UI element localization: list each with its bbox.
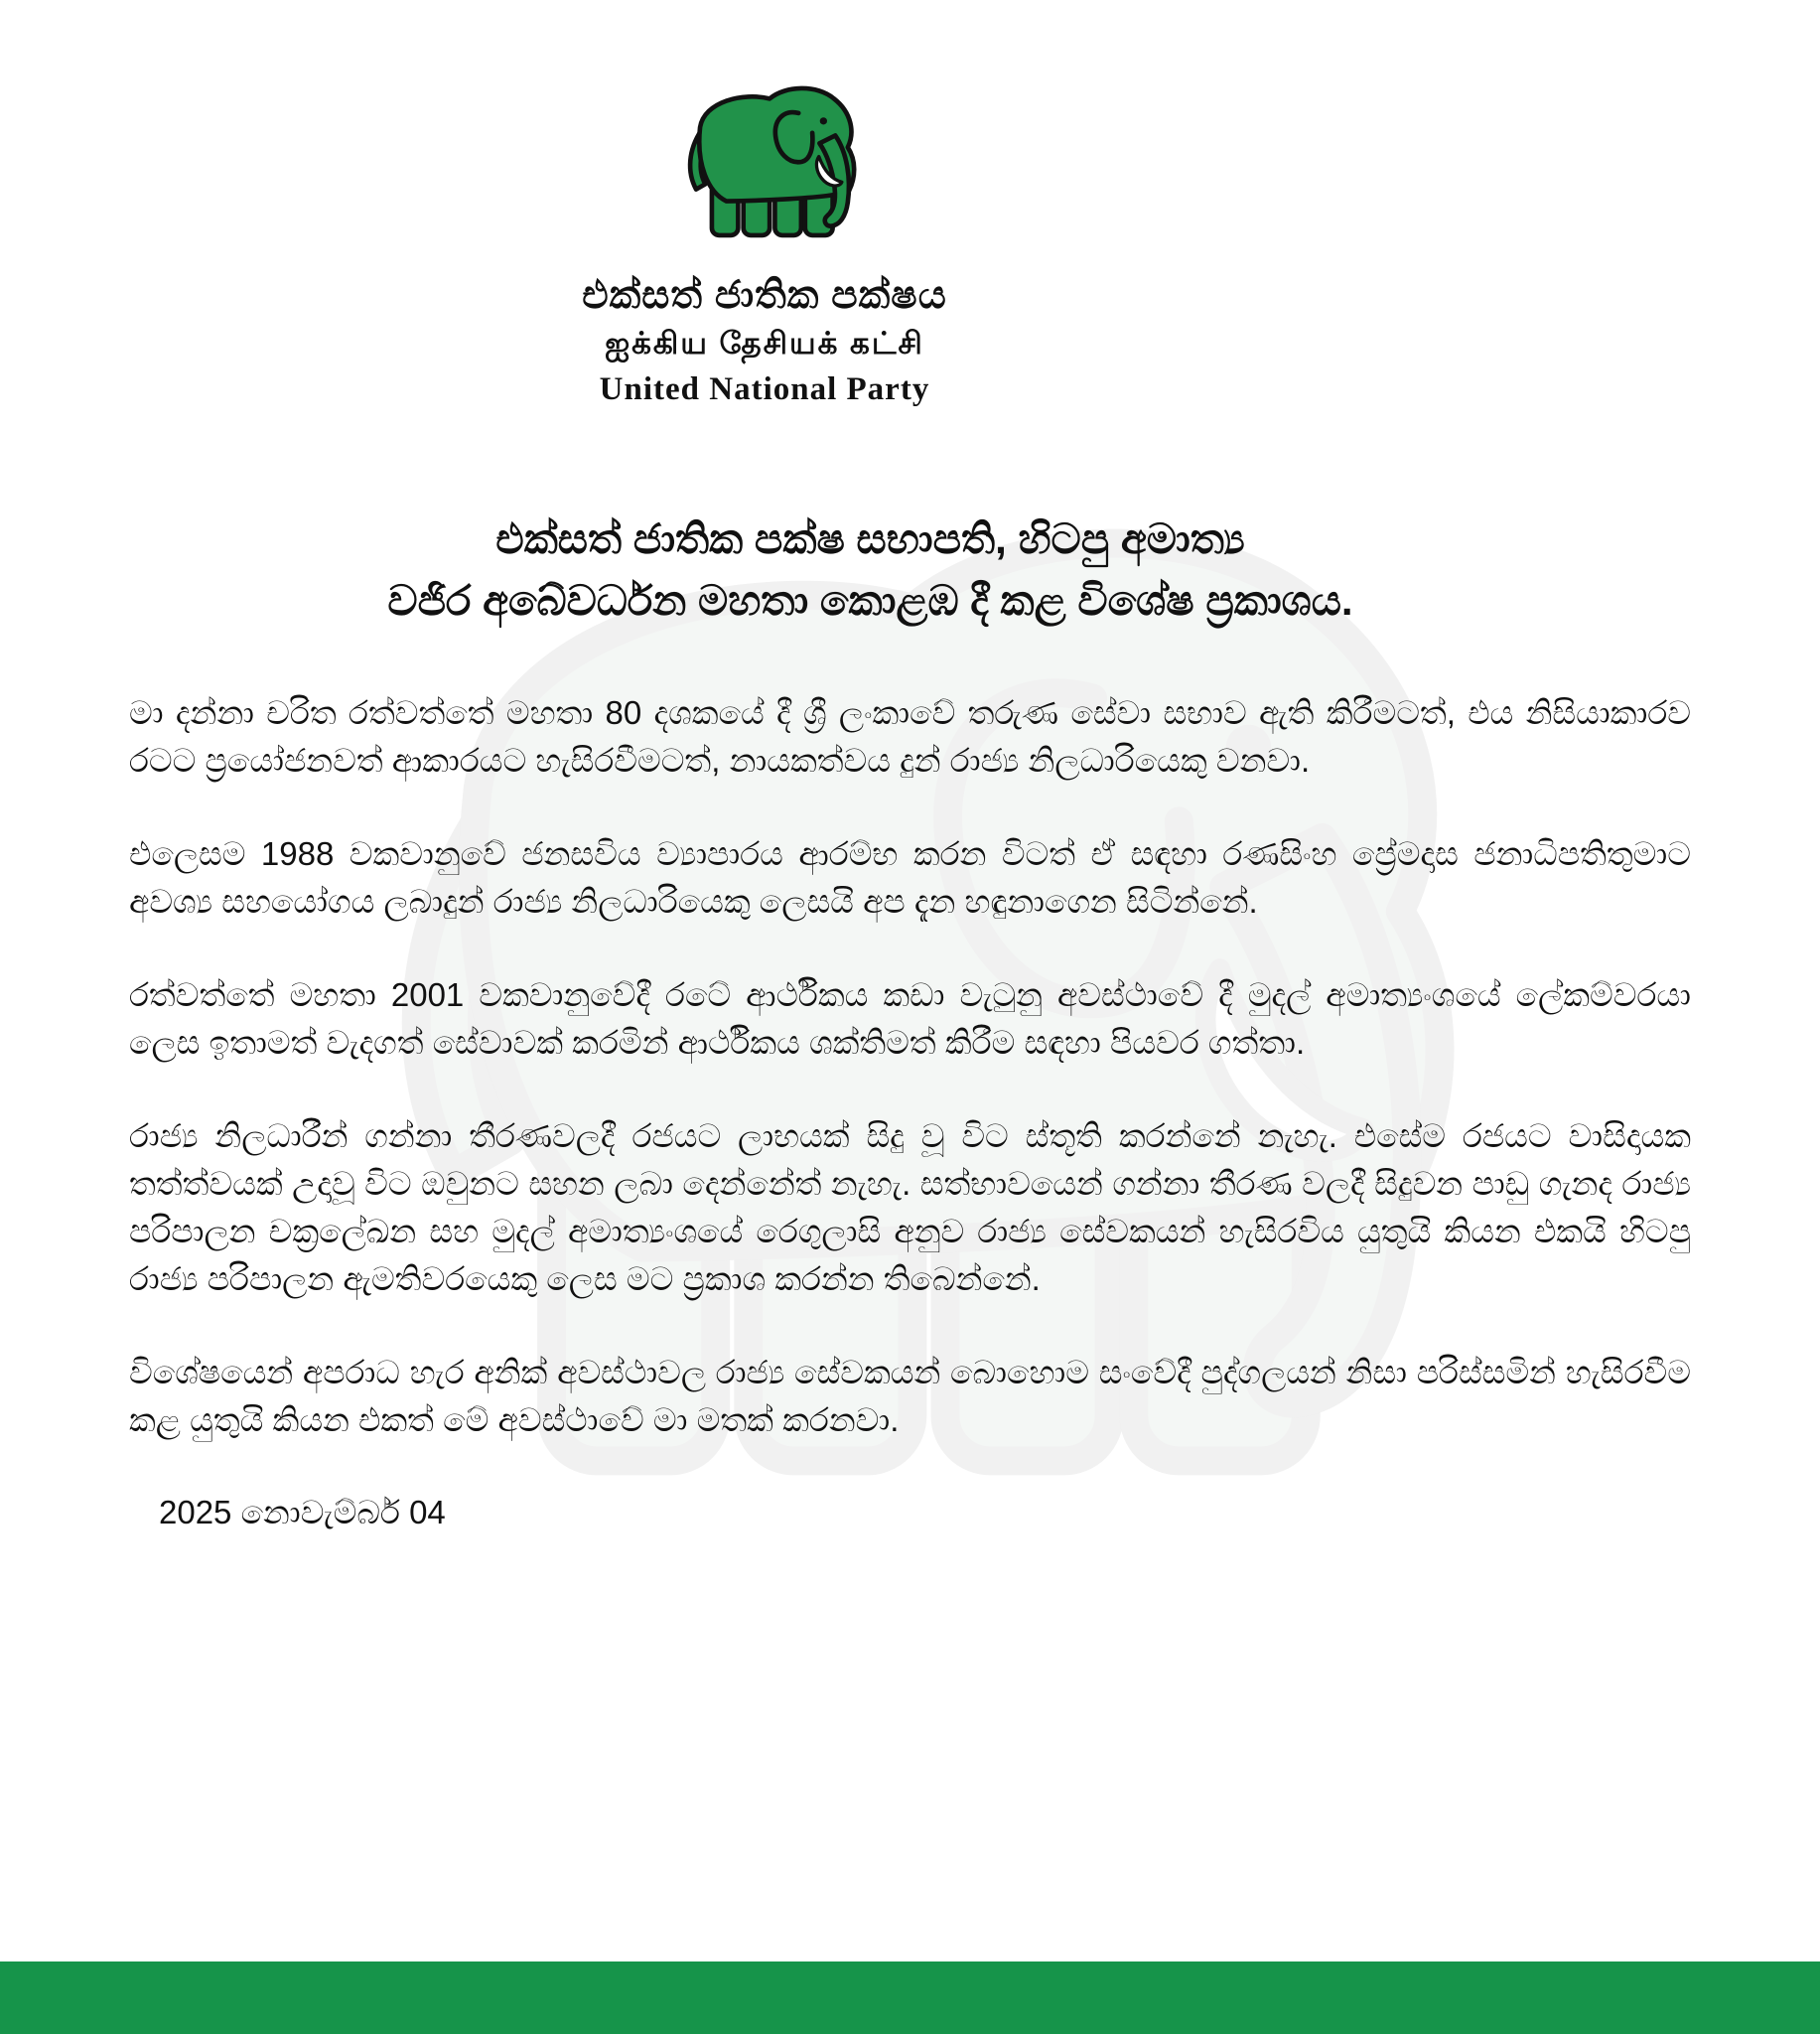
party-logo-block <box>0 68 1529 408</box>
press-release-paragraph: රත්වත්තේ මහතා 2001 වකවානුවේදී රටේ ආර්ථිකය කඩා වැටුනු අවස්ථාවේ දී මුදල් අමාත්‍යංශයේ ලේකම්වරයා ලෙස ඉතාමත් වැදගත් සේවාවක් කරමින් ආර්ථිකය ශක්තිමත් කිරීම සඳහා පියවර ගත්තා. <box>129 976 1691 1061</box>
press-release-paragraph: රාජ්‍ය නිලධාරීන් ගන්නා තීරණවලදී රජයට ලාභයක් සිදු වූ විට ස්තූති කරන්නේ නැහැ. එසේම රජයට වාසිදායක තත්ත්වයක් උදාවූ විට ඔවුනට සහන ලබා දෙන්නේත් නැහැ. සත්භාවයෙන් ගන්නා තීරණ වලදී සිදුවන පාඩු ගැනද රාජ්‍ය පරිපාලන චක්‍රලේඛන සහ මුදල් අමාත්‍යංශයේ රෙගුලාසි අනුව රාජ්‍ය සේවකයන් හැසිරවිය යුතුයි කියන එකයි හිටපු රාජ්‍ය පරිපාලන ඇමතිවරයෙකු ලෙස මට ප්‍රකාශ කරන්න තිබෙන්නේ. <box>129 1117 1691 1297</box>
press-release-paragraph: විශේෂයෙන් අපරාධ හැර අනික් අවස්ථාවල රාජ්‍ය සේවකයන් බොහොම සංවේදී පුද්ගලයන් නිසා පරිස්සමින් හැසිරවීම කළ යුතුයි කියන එකත් මේ අවස්ථාවේ මා මතක් කරනවා. <box>129 1354 1691 1438</box>
press-release-paragraph: එලෙසම 1988 වකවානුවේ ජනසවිය ව්‍යාපාරය ආරම්භ කරන විටත් ඒ සඳහා රණසිංහ ප්‍රේමදාස ජනාධිපතිතුමාට අවශ්‍ය සහයෝගය ලබාදුන් රාජ්‍ය නිලධාරියෙකු ලෙසයි අප දැන හඳුනාගෙන සිටින්නේ. <box>129 835 1691 920</box>
headline-line-2: වජිර අබේවර්ධන මහතා කොළඹ දී කළ විශේෂ ප්‍රකාශය. <box>387 577 1353 624</box>
press-release-paragraph: මා දන්නා චරිත රත්වත්තේ මහතා 80 දශකයේ දී ශ්‍රී ලංකාවේ තරුණ සේවා සභාව ඇති කිරීමටත්, එය නිසියාකාරව රටට ප්‍රයෝජනවත් ආකාරයට හැසිරවීමටත්, නායකත්වය දුන් රාජ්‍ය නිලධාරියෙකු වනවා. <box>129 694 1691 779</box>
unp-elephant-logo-icon <box>663 68 867 261</box>
paragraph-list <box>129 689 1691 1444</box>
party-name-tamil: ஐக்கிய தேசியக் கட்சி <box>605 326 924 361</box>
press-release-body <box>129 689 1691 1532</box>
release-date: 2025 නොවැම්බර් 04 <box>159 1494 446 1530</box>
headline <box>0 508 1820 632</box>
party-name-english: United National Party <box>599 371 930 407</box>
footer-green-bar <box>0 1961 1820 2034</box>
headline-line-1: එක්සත් ජාතික පක්ෂ සභාපති, හිටපු අමාත්‍ය <box>495 515 1245 562</box>
party-name-sinhala: එක්සත් ජාතික පක්ෂය <box>582 274 947 317</box>
